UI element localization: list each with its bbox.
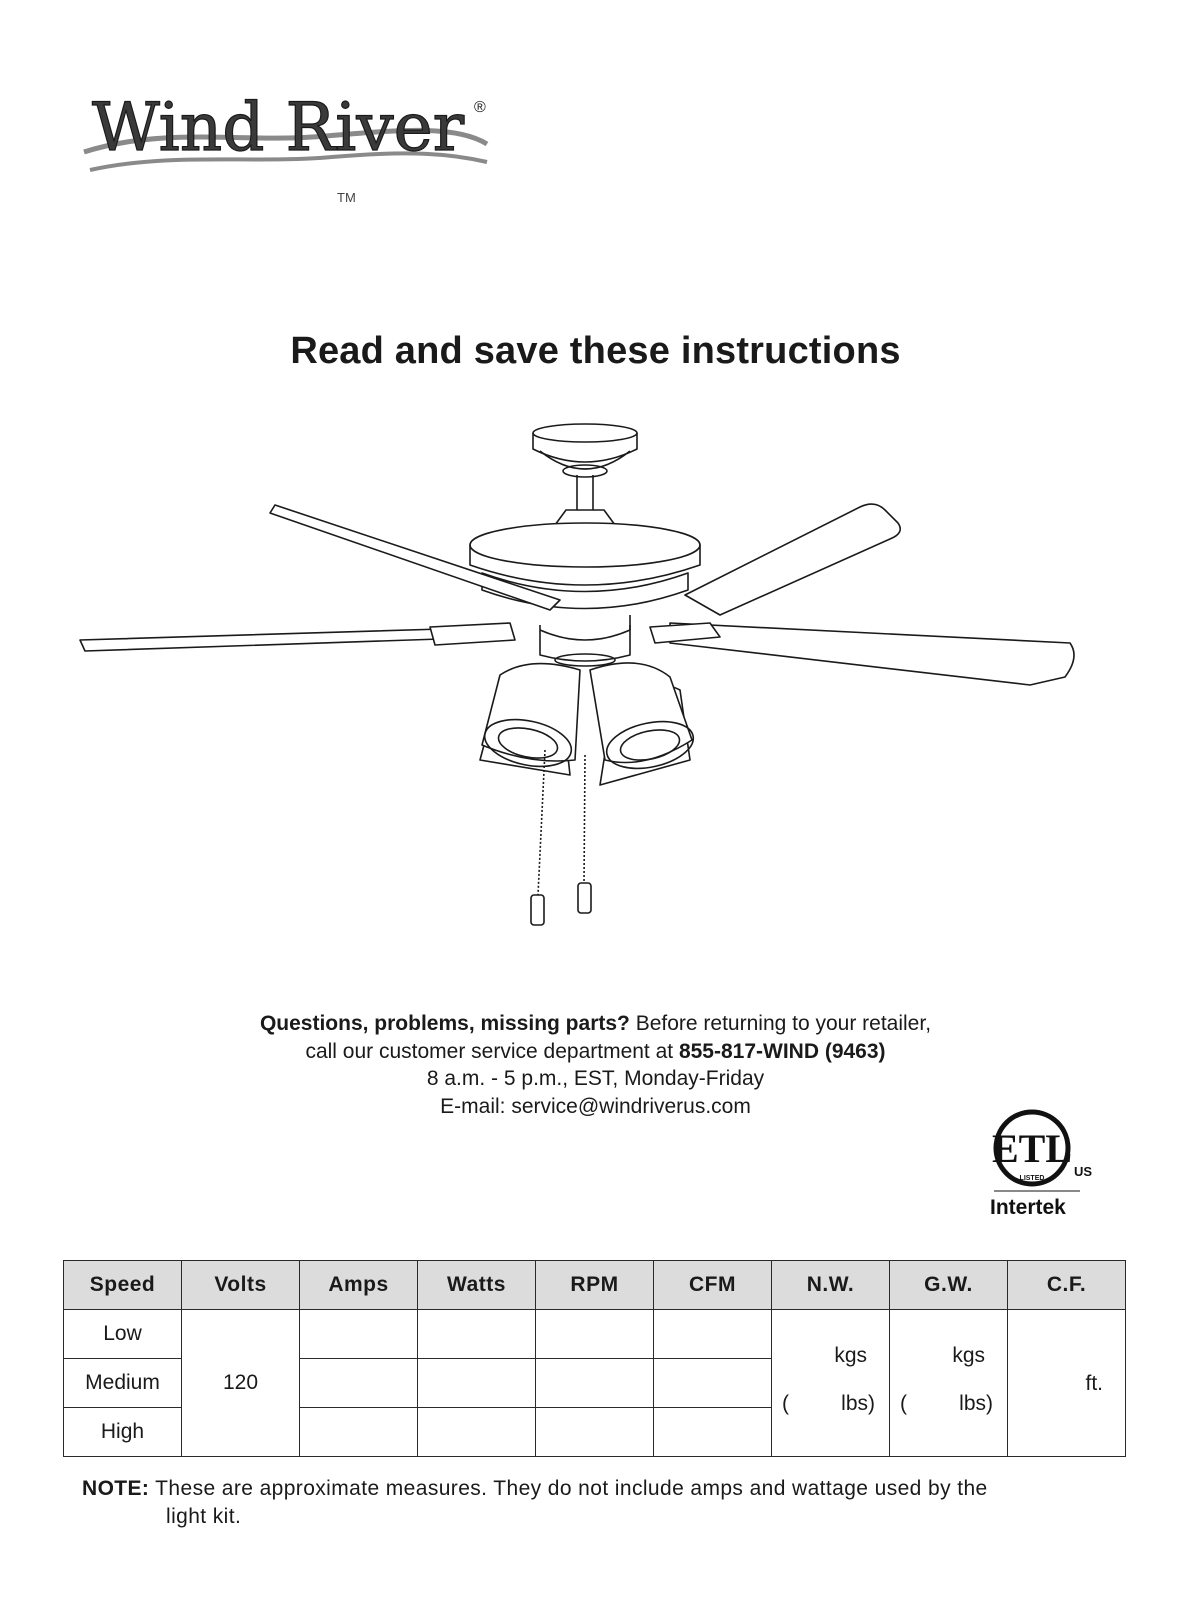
header-cfm: CFM [654,1261,772,1310]
service-email: E-mail: service@windriverus.com [440,1094,751,1118]
wind-river-logo-graphic [82,82,512,217]
note-text-line2: light kit. [166,1505,242,1528]
registered-mark: ® [474,99,486,116]
header-speed: Speed [64,1261,182,1310]
gw-kgs-unit: kgs [952,1344,985,1367]
speed-medium: Medium [64,1359,182,1408]
phone-number: 855-817-WIND (9463) [678,1039,886,1063]
gw-lbs-open: ( [900,1392,907,1415]
fan-downrod [577,475,593,510]
contact-lead: Questions, problems, missing parts? [259,1012,630,1035]
rpm-low [536,1310,654,1359]
etl-listed-text: LISTED [1019,1175,1045,1182]
net-weight-cell [772,1310,890,1457]
service-hours: 8 a.m. - 5 p.m., EST, Monday-Friday [426,1067,765,1090]
pull-chain-right [578,755,591,913]
cfm-medium [654,1359,772,1408]
nw-lbs-open: ( [782,1392,789,1415]
note-label: NOTE: [82,1477,150,1500]
header-watts: Watts [418,1261,536,1310]
cubic-feet-cell [1008,1310,1126,1457]
header-amps: Amps [300,1261,418,1310]
footnote [82,1475,1122,1531]
gross-weight-cell [890,1310,1008,1457]
fan-canopy [533,424,637,477]
fan-blade-left [80,623,515,651]
cf-unit: ft. [1085,1372,1103,1395]
cfm-high [654,1408,772,1457]
header-nw: N.W. [772,1261,890,1310]
page-title: Read and save these instructions [290,330,901,372]
etl-country-text: US [1074,1164,1093,1179]
watts-low [418,1310,536,1359]
table-header-row [64,1261,1126,1310]
rpm-medium [536,1359,654,1408]
header-cf: C.F. [1008,1261,1126,1310]
amps-high [300,1408,418,1457]
intertek-text: Intertek [990,1196,1066,1219]
rpm-high [536,1408,654,1457]
watts-high [418,1408,536,1457]
amps-medium [300,1359,418,1408]
fan-blade-back-right [685,504,900,615]
contact-line-2 [0,1038,1191,1066]
fan-switch-housing [540,625,630,666]
cfm-low [654,1310,772,1359]
contact-line2-prefix: call our customer service department at [305,1039,679,1063]
contact-line-1 [0,1010,1191,1038]
etl-mark-text: ETL [991,1126,1073,1171]
spec-table [63,1260,1126,1457]
nw-kgs-unit: kgs [834,1344,867,1367]
watts-medium [418,1359,536,1408]
fan-blade-right [650,623,1074,685]
nw-lbs-unit: lbs) [841,1392,875,1415]
etl-listed-mark [990,1108,1100,1220]
customer-service-info [0,1010,1191,1120]
contact-lead-rest: Before returning to your retailer, [629,1012,932,1035]
header-rpm: RPM [536,1261,654,1310]
header-volts: Volts [182,1261,300,1310]
brand-name: Wind River [92,89,465,166]
header-gw: G.W. [890,1261,1008,1310]
note-text-line1: These are approximate measures. They do not include amps and wattage used by the [149,1477,988,1500]
table-row [64,1310,1126,1359]
pull-chain-left [531,750,545,925]
speed-high: High [64,1408,182,1457]
brand-logo [82,82,512,217]
ceiling-fan-illustration [70,415,1120,960]
gw-lbs-unit: lbs) [959,1392,993,1415]
speed-low: Low [64,1310,182,1359]
trademark-mark: TM [337,190,356,205]
volts-value: 120 [182,1310,300,1457]
amps-low [300,1310,418,1359]
